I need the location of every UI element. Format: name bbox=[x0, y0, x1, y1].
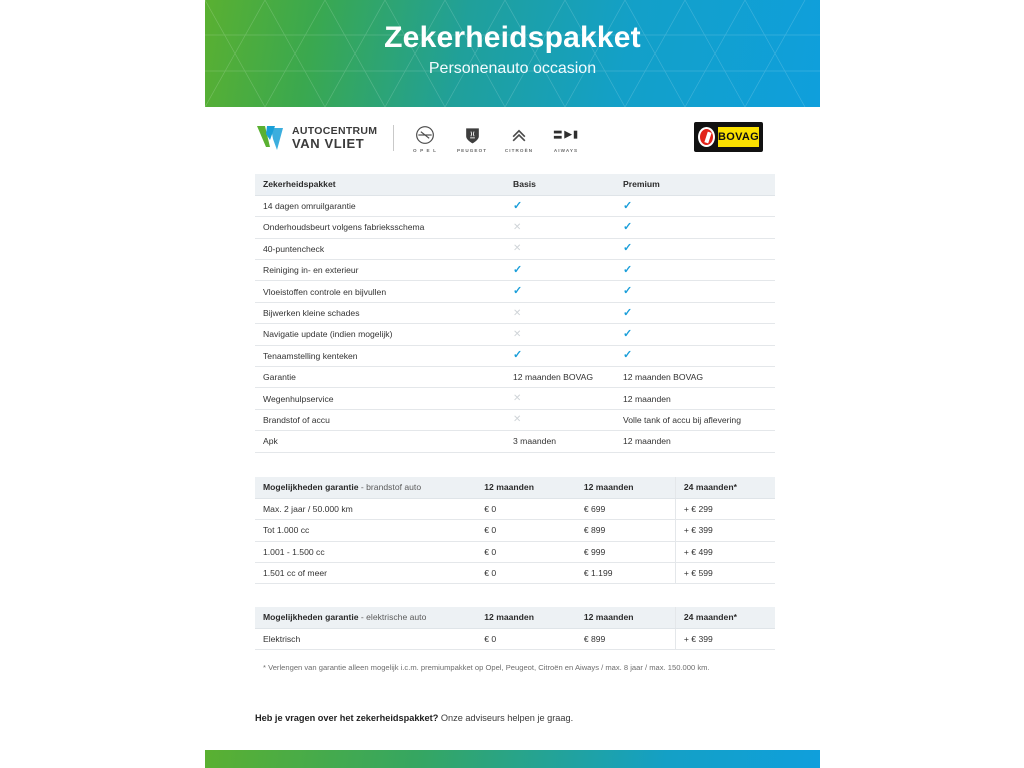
aiways-logo-icon bbox=[551, 124, 581, 146]
marque-citroen-caption: CITROËN bbox=[504, 148, 534, 153]
row-premium bbox=[615, 324, 775, 345]
row-basis bbox=[505, 260, 615, 281]
row-c2: € 899 bbox=[576, 520, 676, 541]
flyer-sheet bbox=[205, 0, 820, 768]
row-c2: € 699 bbox=[576, 498, 676, 519]
marque-citroen bbox=[504, 124, 534, 153]
row-basis bbox=[505, 324, 615, 345]
row-label: 1.501 cc of meer bbox=[255, 563, 476, 584]
row-basis bbox=[505, 238, 615, 259]
cross-icon: ✕ bbox=[513, 328, 522, 340]
cross-icon: ✕ bbox=[513, 393, 522, 405]
marque-aiways bbox=[551, 124, 581, 153]
table-row bbox=[255, 628, 775, 649]
row-c1: € 0 bbox=[476, 563, 576, 584]
electric-table-body bbox=[255, 628, 775, 649]
table-row bbox=[255, 563, 775, 584]
row-feature: Brandstof of accu bbox=[255, 409, 505, 430]
row-basis bbox=[505, 409, 615, 430]
row-label: Max. 2 jaar / 50.000 km bbox=[255, 498, 476, 519]
row-c1: € 0 bbox=[476, 520, 576, 541]
header-banner bbox=[205, 0, 820, 107]
dealer-name-line1: AUTOCENTRUM bbox=[292, 124, 378, 137]
header-basis: Basis bbox=[505, 174, 615, 195]
header-elektrisch-c1: 12 maanden bbox=[476, 607, 576, 628]
row-premium bbox=[615, 217, 775, 238]
bovag-logo bbox=[694, 122, 763, 152]
table-header-row bbox=[255, 477, 775, 498]
row-basis bbox=[505, 345, 615, 366]
row-c3: + € 399 bbox=[675, 520, 775, 541]
table-row bbox=[255, 260, 775, 281]
header-brandstof-c2: 12 maanden bbox=[576, 477, 676, 498]
row-label: Elektrisch bbox=[255, 628, 476, 649]
row-basis bbox=[505, 281, 615, 302]
brand-divider bbox=[393, 125, 394, 151]
table-header-row bbox=[255, 607, 775, 628]
row-c1: € 0 bbox=[476, 628, 576, 649]
row-basis: 12 maanden BOVAG bbox=[505, 367, 615, 388]
dealer-logo bbox=[255, 123, 377, 153]
header-garantie-sub: - brandstof auto bbox=[358, 482, 422, 493]
row-feature: Garantie bbox=[255, 367, 505, 388]
row-premium bbox=[615, 281, 775, 302]
row-feature: Onderhoudsbeurt volgens fabrieksschema bbox=[255, 217, 505, 238]
row-feature: Reiniging in- en exterieur bbox=[255, 260, 505, 281]
row-premium bbox=[615, 195, 775, 216]
row-feature: Navigatie update (indien mogelijk) bbox=[255, 324, 505, 345]
check-icon: ✓ bbox=[513, 199, 523, 212]
row-label: 1.001 - 1.500 cc bbox=[255, 541, 476, 562]
table-row bbox=[255, 409, 775, 430]
cross-icon: ✕ bbox=[513, 414, 522, 426]
header-garantie-brandstof bbox=[255, 477, 476, 498]
row-feature: Apk bbox=[255, 431, 505, 452]
header-elektrisch-c2: 12 maanden bbox=[576, 607, 676, 628]
header-garantie-sub-e: - elektrische auto bbox=[358, 612, 427, 623]
citroen-logo-icon bbox=[504, 124, 534, 146]
garantie-brandstof-table bbox=[255, 477, 775, 584]
header-elektrisch-c3: 24 maanden* bbox=[675, 607, 775, 628]
bovag-label: BOVAG bbox=[718, 127, 759, 147]
check-icon: ✓ bbox=[623, 327, 633, 340]
page-subtitle: Personenauto occasion bbox=[428, 60, 597, 77]
header-garantie-title: Mogelijkheden garantie bbox=[263, 482, 359, 493]
row-premium: 12 maanden bbox=[615, 388, 775, 409]
row-c2: € 1.199 bbox=[576, 563, 676, 584]
row-basis bbox=[505, 217, 615, 238]
row-feature: Wegenhulpservice bbox=[255, 388, 505, 409]
marque-logos bbox=[410, 124, 581, 153]
check-icon: ✓ bbox=[623, 349, 633, 362]
marque-peugeot bbox=[457, 124, 487, 153]
table-row bbox=[255, 238, 775, 259]
row-premium bbox=[615, 345, 775, 366]
check-icon: ✓ bbox=[623, 306, 633, 319]
check-icon: ✓ bbox=[623, 285, 633, 298]
table-header-row bbox=[255, 174, 775, 195]
row-premium bbox=[615, 260, 775, 281]
row-premium: 12 maanden bbox=[615, 431, 775, 452]
table-row bbox=[255, 195, 775, 216]
row-premium bbox=[615, 238, 775, 259]
cross-icon: ✕ bbox=[513, 307, 522, 319]
row-premium: Volle tank of accu bij aflevering bbox=[615, 409, 775, 430]
cross-icon: ✕ bbox=[513, 243, 522, 255]
table-row bbox=[255, 520, 775, 541]
right-margin bbox=[819, 0, 1024, 768]
check-icon: ✓ bbox=[623, 263, 633, 276]
row-feature: Tenaamstelling kenteken bbox=[255, 345, 505, 366]
row-feature: 14 dagen omruilgarantie bbox=[255, 195, 505, 216]
row-feature: Bijwerken kleine schades bbox=[255, 302, 505, 323]
marque-aiways-caption: AIWAYS bbox=[553, 148, 579, 153]
row-c3: + € 399 bbox=[675, 628, 775, 649]
table-row bbox=[255, 541, 775, 562]
check-icon: ✓ bbox=[513, 349, 523, 362]
left-margin bbox=[0, 0, 205, 768]
row-feature: 40-puntencheck bbox=[255, 238, 505, 259]
header-garantie-elektrisch bbox=[255, 607, 476, 628]
bovag-seal-icon bbox=[698, 127, 715, 147]
row-basis bbox=[505, 195, 615, 216]
header-brandstof-c3: 24 maanden* bbox=[675, 477, 775, 498]
check-icon: ✓ bbox=[623, 220, 633, 233]
page-title: Zekerheidspakket bbox=[384, 21, 641, 54]
marque-opel-caption: O P E L bbox=[413, 148, 437, 153]
table-row bbox=[255, 281, 775, 302]
row-c2: € 899 bbox=[576, 628, 676, 649]
peugeot-logo-icon bbox=[457, 124, 487, 146]
row-c3: + € 599 bbox=[675, 563, 775, 584]
van-vliet-mark-icon bbox=[255, 123, 285, 153]
table-row bbox=[255, 367, 775, 388]
row-c2: € 999 bbox=[576, 541, 676, 562]
cta-line bbox=[255, 713, 775, 723]
check-icon: ✓ bbox=[623, 242, 633, 255]
row-label: Tot 1.000 cc bbox=[255, 520, 476, 541]
table-row bbox=[255, 324, 775, 345]
row-c1: € 0 bbox=[476, 498, 576, 519]
header-brandstof-c1: 12 maanden bbox=[476, 477, 576, 498]
zekerheidspakket-table bbox=[255, 174, 775, 453]
check-icon: ✓ bbox=[513, 263, 523, 276]
row-basis bbox=[505, 302, 615, 323]
row-premium: 12 maanden BOVAG bbox=[615, 367, 775, 388]
table-row bbox=[255, 302, 775, 323]
table-row bbox=[255, 498, 775, 519]
row-basis bbox=[505, 388, 615, 409]
table-row bbox=[255, 217, 775, 238]
cross-icon: ✕ bbox=[513, 221, 522, 233]
opel-logo-icon bbox=[410, 124, 440, 146]
header-premium: Premium bbox=[615, 174, 775, 195]
table-row bbox=[255, 345, 775, 366]
marque-peugeot-caption: PEUGEOT bbox=[457, 148, 488, 153]
main-table-body bbox=[255, 195, 775, 452]
garantie-elektrisch-table bbox=[255, 607, 775, 650]
fuel-table-body bbox=[255, 498, 775, 584]
check-icon: ✓ bbox=[513, 285, 523, 298]
header-garantie-title-e: Mogelijkheden garantie bbox=[263, 612, 359, 623]
footnote: * Verlengen van garantie alleen mogelijk i.c.m. premiumpakket op Opel, Peugeot, Citroën en Aiways / max. 8 jaar / max. 150.000 km. bbox=[263, 663, 710, 672]
cta-rest: Onze adviseurs helpen je graag. bbox=[438, 713, 574, 723]
row-basis: 3 maanden bbox=[505, 431, 615, 452]
row-c3: + € 499 bbox=[675, 541, 775, 562]
header-feature: Zekerheidspakket bbox=[255, 174, 505, 195]
row-c1: € 0 bbox=[476, 541, 576, 562]
row-c3: + € 299 bbox=[675, 498, 775, 519]
footer-bar bbox=[205, 750, 820, 768]
marque-opel bbox=[410, 124, 440, 153]
table-row bbox=[255, 431, 775, 452]
table-row bbox=[255, 388, 775, 409]
dealer-name bbox=[292, 126, 377, 151]
row-premium bbox=[615, 302, 775, 323]
check-icon: ✓ bbox=[623, 199, 633, 212]
row-feature: Vloeistoffen controle en bijvullen bbox=[255, 281, 505, 302]
cta-question: Heb je vragen over het zekerheidspakket? bbox=[255, 713, 439, 723]
dealer-name-line2: VAN VLIET bbox=[292, 135, 365, 151]
brand-row bbox=[205, 118, 820, 162]
